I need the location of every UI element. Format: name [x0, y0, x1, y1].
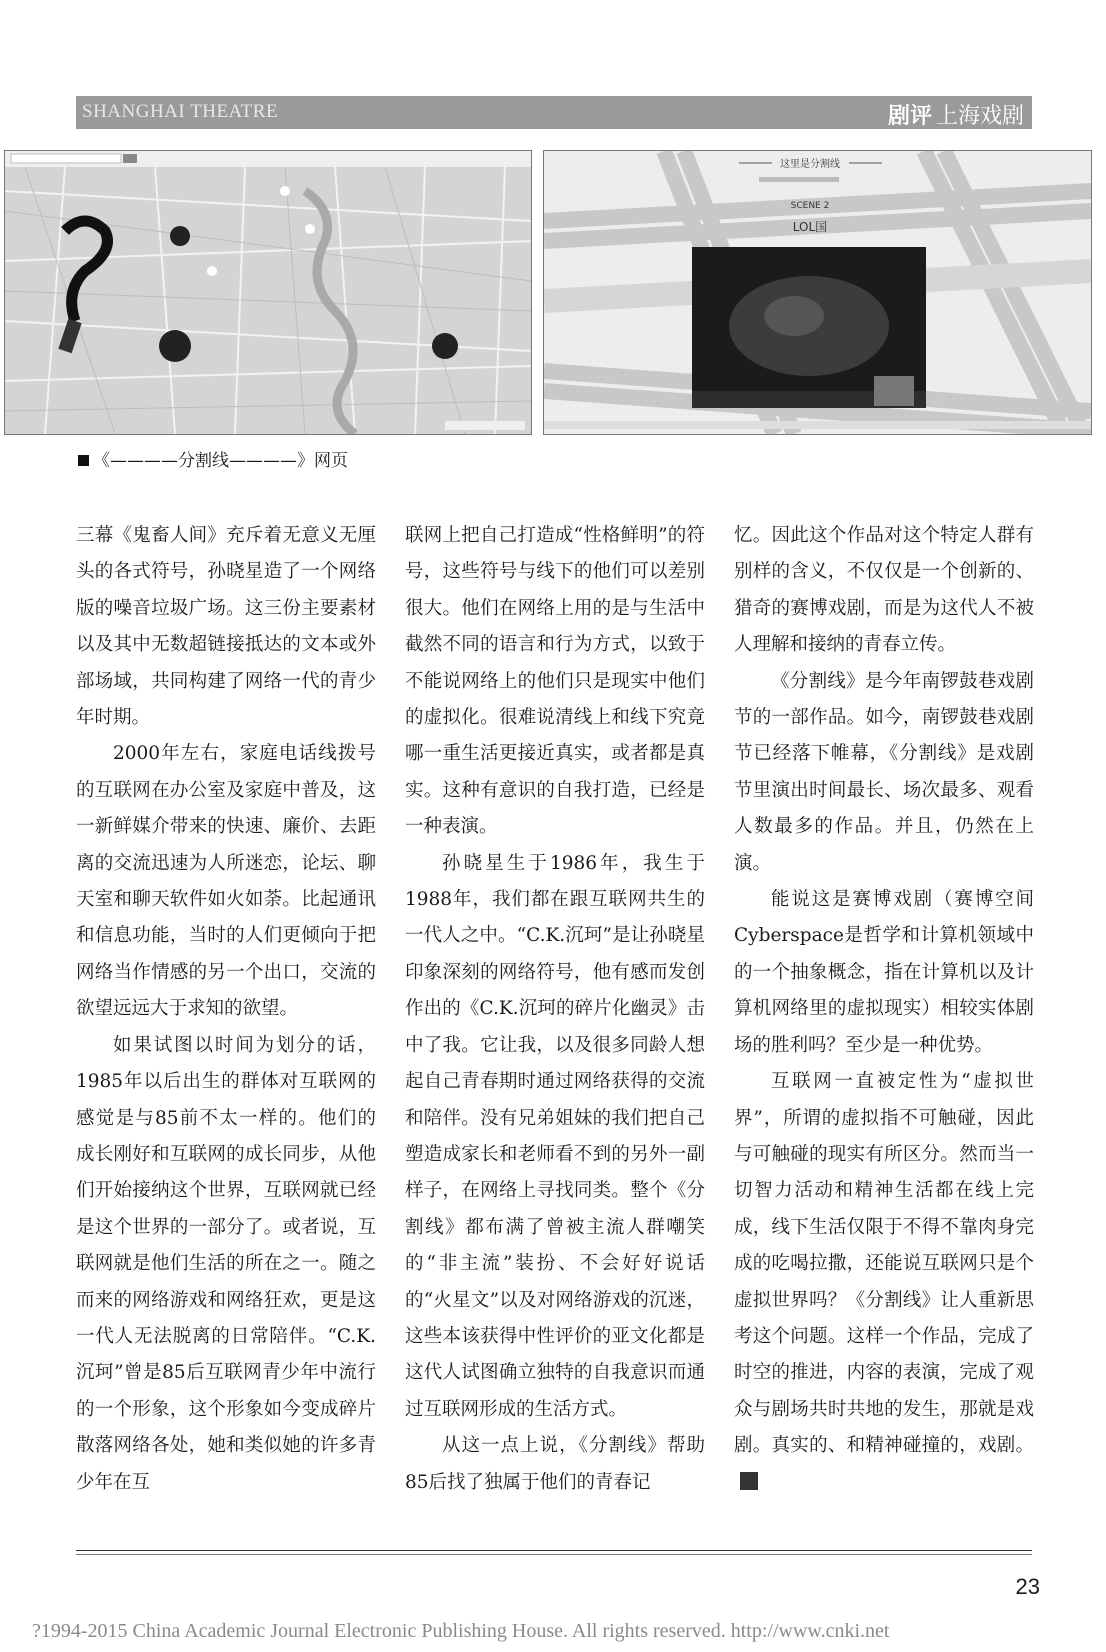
paragraph: 能说这是赛博戏剧（赛博空间Cyberspace是哲学和计算机领域中的一个抽象概念，指在计算机以及计算机网络里的虚拟现实）相较实体剧场的胜利吗？至少是一种优势。 — [734, 889, 1034, 1056]
section-title — [888, 99, 1024, 130]
game-page-label: LOL国 — [792, 220, 828, 234]
paragraph: 如果试图以时间为划分的话，1985年以后出生的群体对互联网的感觉是与85前不太一样的。他们的成长刚好和互联网的成长同步，从他们开始接纳这个世界，互联网就已经是这个世界的一部分了。或者说，互联网就是他们生活的所在之一。随之而来的网络游戏和网络狂欢，更是这一代人无法脱离的日常陪伴。“C.K.沉珂”曾是85后互联网青少年中流行的一个形象，这个形象如今变成碎片散落网络各处，她和类似她的许多青少年在互 — [76, 1034, 376, 1493]
paragraph: 孙晓星生于1986年，我生于1988年，我们都在跟互联网共生的一代人之中。“C.K.沉珂”是让孙晓星印象深刻的网络符号，他有感而发创作出的《C.K.沉珂的碎片化幽灵》击中了我。它让我，以及很多同龄人想起自己青春期时通过网络获得的交流和陪伴。没有兄弟姐妹的我们把自己塑造成家长和老师看不到的另外一副样子，在网络上寻找同类。整个《分割线》都布满了曾被主流人群嘲笑的“非主流”装扮、不会好好说话的“火星文”以及对网络游戏的沉迷，这些本该获得中性评价的亚文化都是这代人试图确立独特的自我意识而通过互联网形成的生活方式。 — [405, 852, 705, 1420]
paragraph: 忆。因此这个作品对这个特定人群有别样的含义，不仅仅是一个创新的、猎奇的赛博戏剧，而是为这代人不被人理解和接纳的青春立传。 — [734, 525, 1034, 656]
paragraph: 联网上把自己打造成“性格鲜明”的符号，这些符号与线下的他们可以差别很大。他们在网络上用的是与生活中截然不同的语言和行为方式，以致于不能说网络上的他们只是现实中他们的虚拟化。很难说清线上和线下究竟哪一重生活更接近真实，或者都是真实。这种有意识的自我打造，已经是一种表演。 — [405, 525, 705, 838]
caption-square-icon — [78, 455, 89, 466]
paragraph: 三幕《鬼畜人间》充斥着无意义无厘头的各式符号，孙晓星造了一个网络版的噪音垃圾广场。这三份主要素材以及其中无数超链接抵达的文本或外部场域，共同构建了网络一代的青少年时期。 — [76, 525, 376, 729]
journal-name-cn: 上海戏剧 — [935, 104, 1024, 129]
map-screenshot-image — [4, 150, 532, 435]
paragraph: 《分割线》是今年南锣鼓巷戏剧节的一部作品。如今，南锣鼓巷戏剧节已经落下帷幕，《分割线》是戏剧节里演出时间最长、场次最多、观看人数最多的作品。并且，仍然在上演。 — [734, 670, 1034, 874]
footer-rule — [76, 1550, 1032, 1551]
game-webpage-screenshot-image — [543, 150, 1092, 435]
section-label: 剧评 — [887, 104, 932, 129]
paragraph-text: 互联网一直被定性为“虚拟世界”，所谓的虚拟指不可触碰，因此与可触碰的现实有所区分。然而当一切智力活动和精神生活都在线上完成，线下生活仅限于不得不靠肉身完成的吃喝拉撒，还能说互联网只是个虚拟世界吗？《分割线》让人重新思考这个问题。这样一个作品，完成了时空的推进，内容的表演，完成了观众与剧场共时共地的发生，那就是戏剧。真实的、和精神碰撞的，戏剧。 — [734, 1071, 1034, 1457]
end-mark-icon — [740, 1472, 758, 1490]
paragraph: 从这一点上说，《分割线》帮助85后找了独属于他们的青春记 — [405, 1435, 705, 1493]
text-column-3 — [734, 518, 1034, 1501]
footer-rule-thin — [76, 1554, 1032, 1555]
paragraph-last — [734, 1064, 1034, 1501]
game-page-title: 这里是分割线 — [780, 159, 840, 170]
figure-caption — [78, 446, 348, 471]
text-column-1 — [76, 518, 376, 1501]
figure-caption-text: 《————分割线————》网页 — [93, 451, 348, 471]
game-page-scene: SCENE 2 — [790, 201, 830, 211]
copyright-footer: ?1994-2015 China Academic Journal Electronic Publishing House. All rights reserved. http://www.cnki.net — [32, 1620, 890, 1642]
page-number: 23 — [1015, 1574, 1040, 1599]
text-column-2 — [405, 518, 705, 1501]
paragraph: 2000年左右，家庭电话线拨号的互联网在办公室及家庭中普及，这一新鲜媒介带来的快速、廉价、去距离的交流迅速为人所迷恋，论坛、聊天室和聊天软件如火如荼。比起通讯和信息功能，当时的人们更倾向于把网络当作情感的另一个出口，交流的欲望远远大于求知的欲望。 — [76, 743, 376, 1020]
running-header — [76, 96, 1032, 129]
journal-name-en: SHANGHAI THEATRE — [82, 101, 279, 122]
